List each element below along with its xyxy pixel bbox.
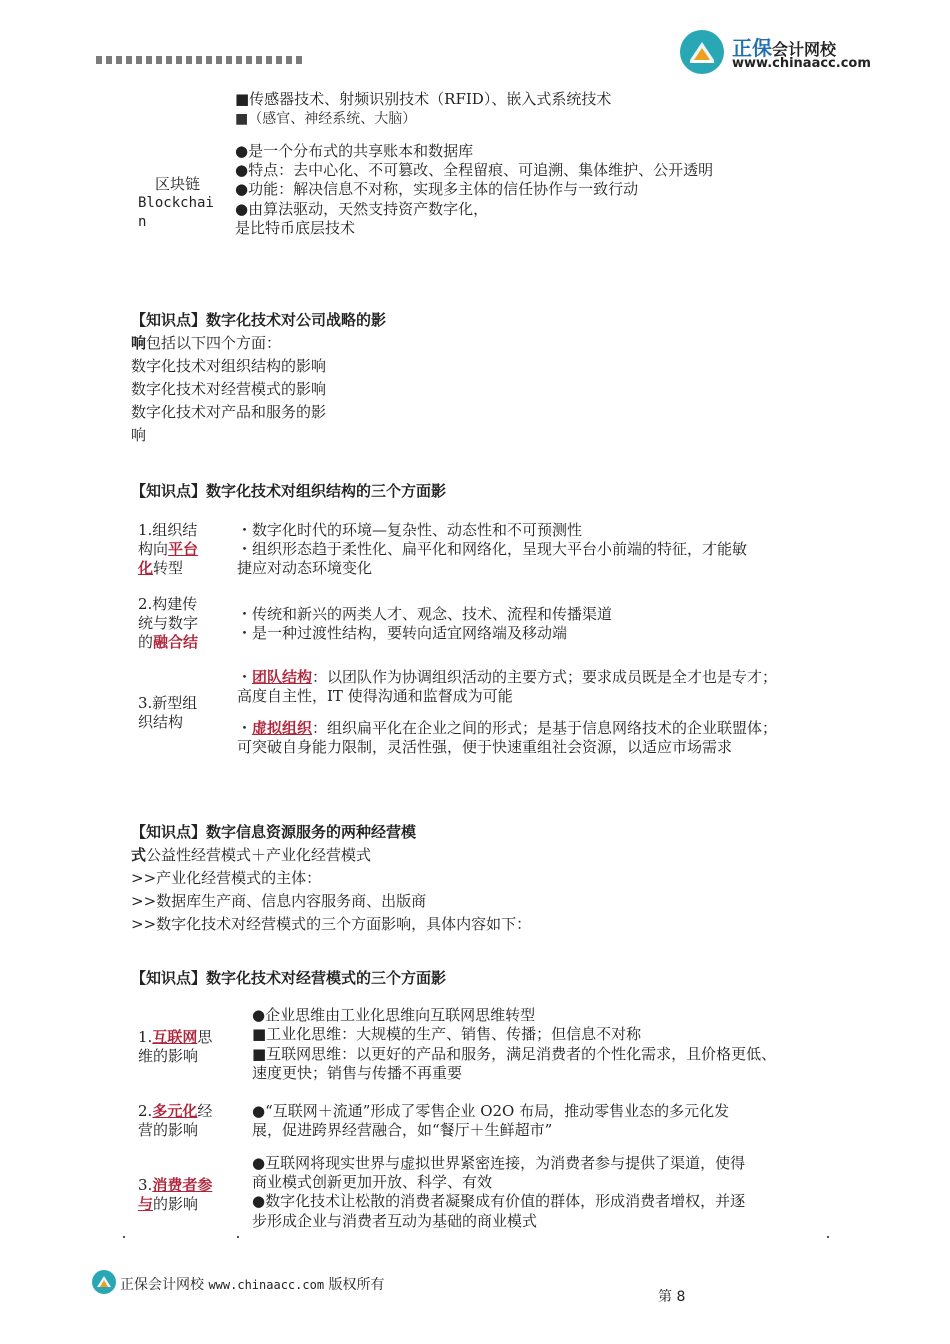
- logo-emblem-icon: [680, 30, 724, 74]
- biz-row1-line-4: 速度更快；销售与传播不再重要: [252, 1064, 463, 1082]
- section1-heading-tail: 包括以下四个方面：: [146, 334, 282, 352]
- logo-subtitle: 会计网校: [772, 40, 837, 59]
- biz-row2-label-2-wrap: [138, 1121, 199, 1139]
- biz-row2-num: 2.: [138, 1102, 153, 1120]
- blockchain-item-5: 是比特币底层技术: [235, 219, 356, 237]
- biz-row2-line-2: 展，促进跨界经营融合，如“餐厅＋生鲜超市”: [252, 1121, 553, 1139]
- biz-row2-label-1: [138, 1102, 212, 1121]
- org-row2-label-pre3: 的: [138, 633, 154, 651]
- section3-item-3: >>数字化技术对经营模式的三个方面影响，具体内容如下：: [131, 915, 532, 933]
- org-row1-label-mid: 构向: [138, 540, 169, 558]
- org-row1-label-3: [138, 559, 183, 578]
- org-row3-team-line2-wrap: [237, 687, 513, 705]
- biz-row1-line-1: ●企业思维由工业化思维向互联网思维转型: [252, 1006, 536, 1024]
- org-row2-line-2: ・是一种过渡性结构，要转向适宜网络端及移动端: [237, 624, 568, 642]
- biz-row2-highlight: 多元化: [152, 1102, 198, 1120]
- section2-heading-wrap: [131, 482, 447, 500]
- org-row1-line-1: ・数字化时代的环境—复杂性、动态性和不可预测性: [237, 521, 583, 539]
- section4-heading-wrap: [131, 969, 447, 987]
- iot-row-2: ■（感官、神经系统、大脑）: [235, 111, 417, 127]
- org-row2-label-2: 统与数字: [138, 614, 199, 632]
- biz-row1-highlight: 互联网: [152, 1028, 198, 1046]
- org-row3-label-2: 织结构: [138, 713, 184, 731]
- biz-row3-line-4: 步形成企业与消费者互动为基础的商业模式: [252, 1212, 538, 1230]
- brand-logo[interactable]: [680, 28, 880, 78]
- section3-item-1: >>产业化经营模式的主体：: [131, 869, 322, 887]
- biz-row1-num: 1.: [138, 1028, 153, 1046]
- blockchain-label-1: 区块链: [155, 175, 201, 193]
- biz-row3-label-2: [138, 1195, 198, 1214]
- section1-item-1: 数字化技术对组织结构的影响: [131, 357, 327, 375]
- blockchain-item-4: ●由算法驱动，天然支持资产数字化，: [235, 200, 489, 218]
- org-row3-team-line: ・团队结构：以团队作为协调组织活动的主要方式；要求成员既是全才也是专才；: [237, 668, 778, 686]
- footer-page: 第 8: [658, 1289, 686, 1305]
- section4-heading: 【知识点】数字化技术对经营模式的三个方面影: [131, 969, 447, 987]
- footer-text: [120, 1274, 385, 1294]
- biz-row3-label-1: [138, 1176, 212, 1195]
- biz-row1-label-2: 维的影响: [138, 1047, 199, 1065]
- section1-heading: 【知识点】数字化技术对公司战略的影: [131, 311, 387, 329]
- logo-url: www.chinaacc.com: [732, 56, 871, 71]
- biz-row3-highlight-2: 与: [138, 1195, 154, 1213]
- virtual-org-text-2: 可突破自身能力限制，灵活性强，便于快速重组社会资源，以适应市场需求: [237, 738, 733, 756]
- blockchain-label-3: n: [138, 214, 147, 230]
- footer-rights: 版权所有: [328, 1277, 385, 1293]
- biz-row1-label-1: [138, 1028, 212, 1047]
- org-row2-line-1: ・传统和新兴的两类人才、观念、技术、流程和传播渠道: [237, 605, 613, 623]
- virtual-org-term: 虚拟组织: [252, 719, 313, 737]
- org-row1-label-post: 转型: [153, 559, 184, 577]
- section1-item-4: 响: [131, 426, 147, 444]
- biz-row2-line-1: ●“互联网＋流通”形成了零售企业 O2O 布局，推动零售业态的多元化发: [252, 1102, 730, 1120]
- org-row1-label-1: 1.组织结: [138, 521, 198, 539]
- org-row3-label-1: 3.新型组: [138, 694, 198, 712]
- org-row2-highlight: 融合结: [153, 633, 199, 651]
- biz-row1-line-3: ■互联网思维：以更好的产品和服务，满足消费者的个性化需求，且价格更低、: [252, 1045, 777, 1063]
- biz-row3-line-2: 商业模式创新更加开放、科学、有效: [252, 1173, 493, 1191]
- footer-brand: 正保会计网校: [120, 1277, 204, 1293]
- biz-row2-post: 经: [197, 1102, 213, 1120]
- org-row3-virtual-line: ・虚拟组织：组织扁平化在企业之间的形式；是基于信息网络技术的企业联盟体；: [237, 719, 778, 737]
- blockchain-item-1: ●是一个分布式的共享账本和数据库: [235, 142, 474, 160]
- org-row1-line-2: ・组织形态趋于柔性化、扁平化和网络化，呈现大平台小前端的特征，才能敏: [237, 540, 748, 558]
- virtual-org-text: ：组织扁平化在企业之间的形式；是基于信息网络技术的企业联盟体；: [312, 719, 778, 737]
- iot-row-1: ■传感器技术、射频识别技术（RFID）、嵌入式系统技术: [235, 90, 612, 108]
- footer-page-wrap: [658, 1286, 686, 1305]
- team-structure-text-2: 高度自主性，IT 使得沟通和监督成为可能: [237, 687, 513, 705]
- biz-row1-post: 思: [197, 1028, 213, 1046]
- table-corner-dot: [827, 1236, 829, 1238]
- org-row3-virtual-line2-wrap: [237, 738, 733, 756]
- section1-item-3: 数字化技术对产品和服务的影: [131, 403, 327, 421]
- section3-item-2: >>数据库生产商、信息内容服务商、出版商: [131, 892, 427, 910]
- section3-heading-tail: 公益性经营模式＋产业化经营模式: [146, 846, 372, 864]
- section3-heading: 【知识点】数字信息资源服务的两种经营模: [131, 823, 417, 841]
- biz-row3-line-3: ●数字化技术让松散的消费者凝聚成有价值的群体，形成消费者增权，并逐: [252, 1192, 746, 1210]
- footer-url[interactable]: www.chinaacc.com: [208, 1278, 325, 1292]
- blockchain-item-2: ●特点：去中心化、不可篡改、全程留痕、可追溯、集体维护、公开透明: [235, 161, 714, 179]
- table-corner-dot: [237, 1236, 239, 1238]
- biz-row2-line-2-wrap: [252, 1121, 553, 1139]
- org-row2-label-3: [138, 633, 198, 652]
- biz-row3-line-1: ●互联网将现实世界与虚拟世界紧密连接，为消费者参与提供了渠道，使得: [252, 1154, 746, 1172]
- org-row2-label-1: 2.构建传: [138, 595, 198, 613]
- footer: [92, 1270, 472, 1296]
- logo-title: 正保: [732, 36, 772, 60]
- biz-row3-num: 3.: [138, 1176, 153, 1194]
- footer-logo-icon: [92, 1270, 116, 1294]
- biz-row2-label-2: 营的影响: [138, 1121, 199, 1139]
- team-structure-text: ：以团队作为协调组织活动的主要方式；要求成员既是全才也是专才；: [312, 668, 778, 686]
- section1-item-2: 数字化技术对经营模式的影响: [131, 380, 327, 398]
- section1-heading-cont: 响: [131, 334, 147, 352]
- blockchain-label-2: Blockchai: [138, 195, 214, 211]
- org-row1-line-3: 捷应对动态环境变化: [237, 559, 373, 577]
- biz-row3-highlight: 消费者参: [152, 1176, 213, 1194]
- section3-heading-line2: [131, 846, 371, 865]
- biz-row1-line-2: ■工业化思维：大规模的生产、销售、传播；但信息不对称: [252, 1025, 642, 1043]
- top-header-smudge: [96, 56, 304, 64]
- org-row1-highlight-2: 化: [138, 559, 154, 577]
- table-corner-dot: [123, 1236, 125, 1238]
- section3-heading-cont: 式: [131, 846, 147, 864]
- org-row1-label-2: [138, 540, 198, 559]
- blockchain-item-3: ●功能：解决信息不对称，实现多主体的信任协作与一致行动: [235, 180, 639, 198]
- biz-row3-post: 的影响: [153, 1195, 199, 1213]
- section2-heading: 【知识点】数字化技术对组织结构的三个方面影: [131, 482, 447, 500]
- iot-row-2-wrap: [235, 110, 417, 127]
- section1-heading-line2: [131, 334, 281, 353]
- org-row1-highlight: 平台: [168, 540, 199, 558]
- team-structure-term: 团队结构: [252, 668, 313, 686]
